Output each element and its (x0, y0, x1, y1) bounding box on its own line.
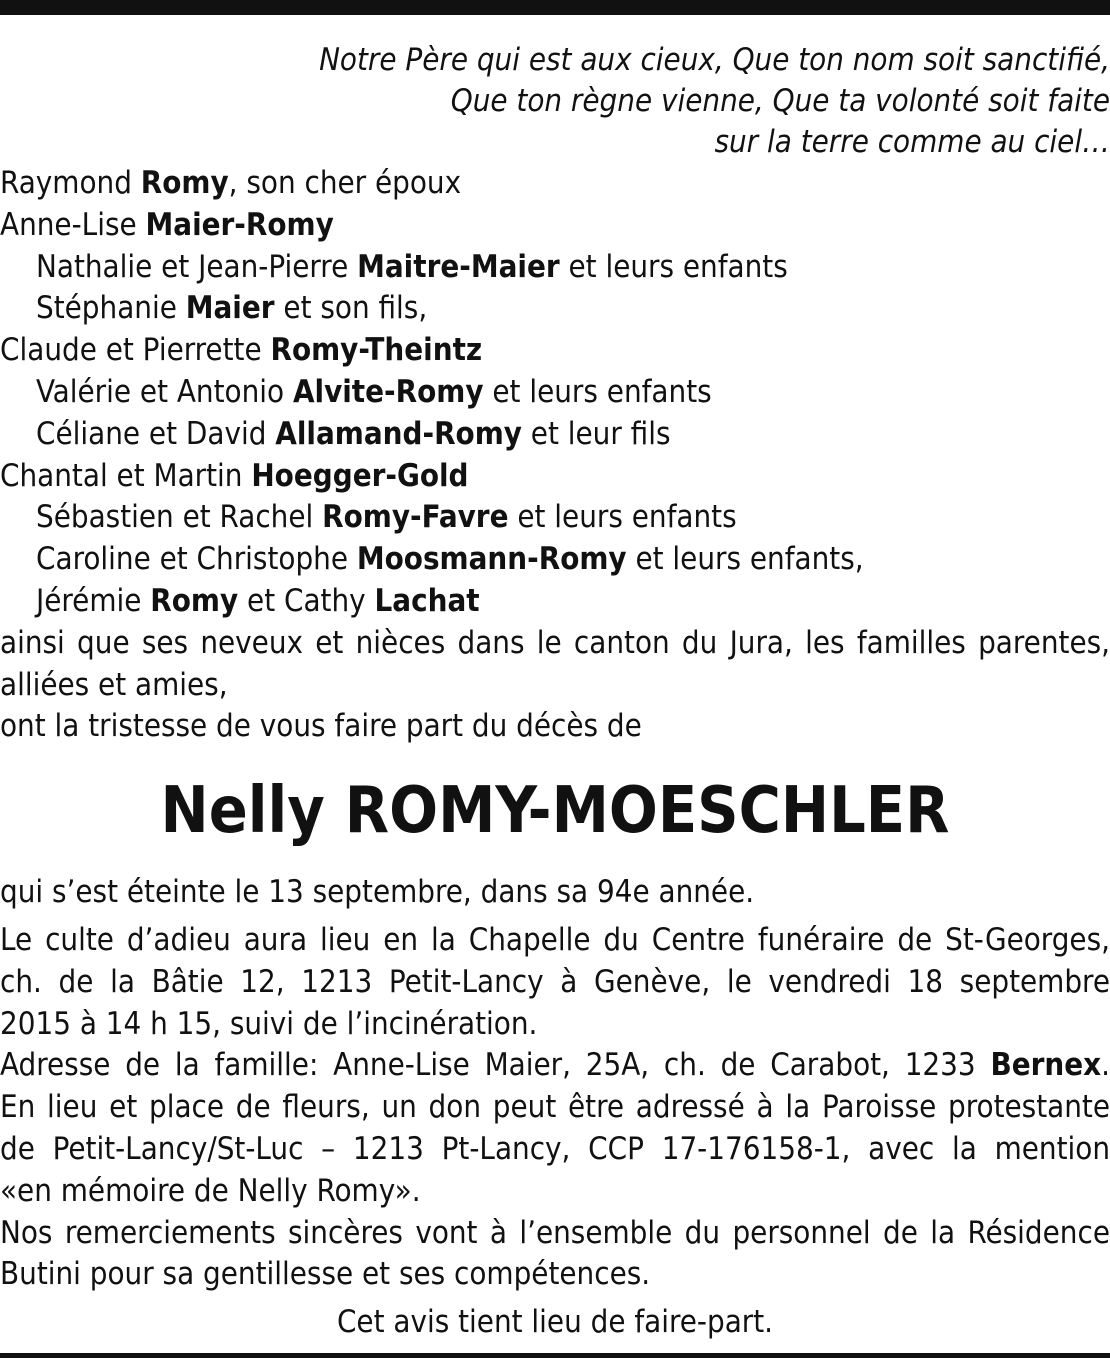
closing-note: Cet avis tient lieu de faire-part. (336, 1304, 774, 1341)
prayer-line: Notre Père qui est aux cieux, Que ton nom soit sanctifié, (319, 42, 1110, 78)
family-member: Raymond Romy, son cher époux (0, 165, 462, 201)
family-member: Jérémie Romy et Cathy Lachat (36, 582, 480, 619)
announcement: ont la tristesse de vous faire part du décès de (0, 708, 642, 745)
deceased-name: Nelly ROMY-MOESCHLER (160, 774, 950, 849)
family-member: Caroline et Christophe Moosmann-Romy et leurs enfants, (36, 541, 864, 578)
obituary-notice (0, 40, 1110, 1344)
donation-info: En lieu et place de fleurs, un don peut être adressé à la Paroisse protestante de Petit-Lancy/St-Luc – 1213 Pt-Lancy, CCP 17-176158-1, avec la mention «en mémoire de Nelly Romy». (0, 1089, 1110, 1209)
family-member: Anne-Lise Maier-Romy (0, 206, 334, 243)
thanks: Nos remerciements sincères vont à l’ensemble du personnel de la Résidence Butini pour sa gentillesse et ses compétences. (0, 1214, 1110, 1293)
family-member: Nathalie et Jean-Pierre Maitre-Maier et leurs enfants (36, 248, 788, 285)
family-member: Céliane et David Allamand-Romy et leur fils (36, 415, 671, 452)
relatives-line: ainsi que ses neveux et nièces dans le canton du Jura, les familles parentes, (0, 624, 1110, 661)
family-member: Valérie et Antonio Alvite-Romy et leurs enfants (36, 373, 712, 410)
funeral-service: Le culte d’adieu aura lieu en la Chapelle du Centre funéraire de St-Georges, ch. de la Bâtie 12, 1213 Petit-Lancy à Genève, le vendredi 18 septembre 2015 à 14 h 15, suivi de l’incinération. (0, 921, 1110, 1042)
family-address: Adresse de la famille: Anne-Lise Maier, 25A, ch. de Carabot, 1233 Bernex. (0, 1047, 1110, 1084)
family-member: Sébastien et Rachel Romy-Favre et leurs enfants (36, 499, 737, 536)
bottom-rule (0, 1353, 1110, 1358)
prayer-line: Que ton règne vienne, Que ta volonté soit faite (450, 83, 1110, 119)
prayer-quote (0, 40, 1110, 163)
family-member: Stéphanie Maier et son fils, (36, 290, 428, 327)
family-member: Claude et Pierrette Romy-Theintz (0, 332, 483, 369)
family-member: Chantal et Martin Hoegger-Gold (0, 457, 469, 494)
top-rule (0, 0, 1110, 15)
family-list (0, 163, 1110, 623)
relatives-line: alliées et amies, (0, 666, 228, 703)
death-line: qui s’est éteinte le 13 septembre, dans sa 94e année. (0, 874, 755, 911)
prayer-line: sur la terre comme au ciel… (714, 124, 1110, 160)
